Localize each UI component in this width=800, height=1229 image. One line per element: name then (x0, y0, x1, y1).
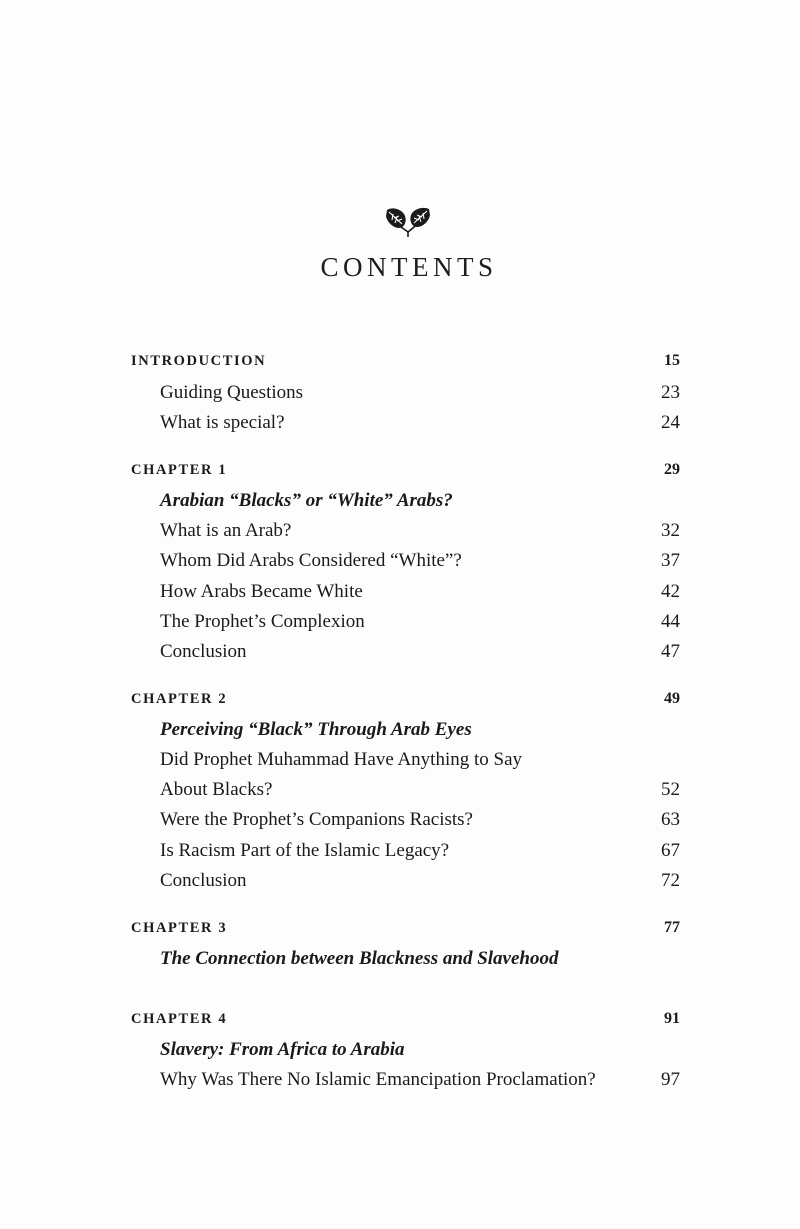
toc-entry[interactable] (131, 1069, 680, 1099)
toc-chapter-title[interactable] (131, 490, 680, 520)
toc-page-number: 32 (661, 520, 680, 541)
toc-label: Is Racism Part of the Islamic Legacy? (160, 840, 450, 861)
toc-label: Why Was There No Islamic Emancipation Proclamation? (160, 1069, 596, 1090)
toc-chapter-heading[interactable] (131, 461, 680, 491)
toc-label: Arabian “Blacks” or “White” Arabs? (160, 490, 453, 511)
toc-page-number: 37 (661, 550, 680, 571)
toc-label: What is special? (160, 412, 285, 433)
toc-entry[interactable] (131, 641, 680, 671)
toc-label: INTRODUCTION (131, 353, 267, 369)
toc-label: The Connection between Blackness and Slavehood (160, 948, 559, 969)
toc-label: About Blacks? (160, 779, 273, 800)
toc-entry[interactable] (131, 749, 680, 779)
toc-page-number: 24 (661, 412, 680, 433)
toc-label: Conclusion (160, 641, 247, 662)
toc-chapter-title[interactable] (131, 1039, 680, 1069)
toc-label: Were the Prophet’s Companions Racists? (160, 809, 473, 830)
leaf-pair-icon (383, 206, 433, 238)
toc-label: CHAPTER 2 (131, 691, 228, 707)
toc-label: Did Prophet Muhammad Have Anything to Say (160, 749, 523, 770)
toc-label: CHAPTER 4 (131, 1011, 228, 1027)
page-title: CONTENTS (320, 252, 498, 282)
toc-page-number: 63 (661, 809, 680, 830)
toc-page-number: 44 (661, 611, 680, 632)
toc-chapter-heading[interactable] (131, 1010, 680, 1040)
toc-label: Guiding Questions (160, 382, 304, 403)
toc-entry[interactable] (131, 382, 680, 412)
toc-label: Conclusion (160, 870, 247, 891)
toc-entry[interactable] (131, 840, 680, 870)
toc-chapter-heading[interactable] (131, 352, 680, 382)
toc-page-number: 23 (661, 382, 680, 403)
toc-entry[interactable] (131, 520, 680, 550)
toc-chapter-heading[interactable] (131, 919, 680, 949)
toc-label: CHAPTER 1 (131, 462, 228, 478)
toc-entry[interactable] (131, 779, 680, 809)
toc-page-number: 77 (664, 919, 680, 936)
toc-page-number: 47 (661, 641, 680, 662)
toc-page-number: 42 (661, 581, 680, 602)
toc-label: Slavery: From Africa to Arabia (160, 1039, 405, 1060)
toc-page-number: 97 (661, 1069, 680, 1090)
toc-page-number: 52 (661, 779, 680, 800)
toc-page-number: 15 (664, 352, 680, 369)
toc-chapter-title[interactable] (131, 719, 680, 749)
toc-label: The Prophet’s Complexion (160, 611, 365, 632)
toc-label: Perceiving “Black” Through Arab Eyes (160, 719, 472, 740)
toc-entry[interactable] (131, 550, 680, 580)
toc-label: Whom Did Arabs Considered “White”? (160, 550, 462, 571)
toc-entry[interactable] (131, 412, 680, 442)
toc-label: What is an Arab? (160, 520, 292, 541)
toc-chapter-title[interactable] (131, 948, 680, 978)
toc-page-number: 49 (664, 690, 680, 707)
toc-entry[interactable] (131, 581, 680, 611)
toc-entry[interactable] (131, 870, 680, 900)
toc-entry[interactable] (131, 611, 680, 641)
toc-label: CHAPTER 3 (131, 920, 228, 936)
toc-chapter-heading[interactable] (131, 690, 680, 720)
toc-label: How Arabs Became White (160, 581, 363, 602)
toc-page-number: 91 (664, 1010, 680, 1027)
toc-page-number: 72 (661, 870, 680, 891)
toc-page-number: 67 (661, 840, 680, 861)
toc-entry[interactable] (131, 809, 680, 839)
toc-page-number: 29 (664, 461, 680, 478)
